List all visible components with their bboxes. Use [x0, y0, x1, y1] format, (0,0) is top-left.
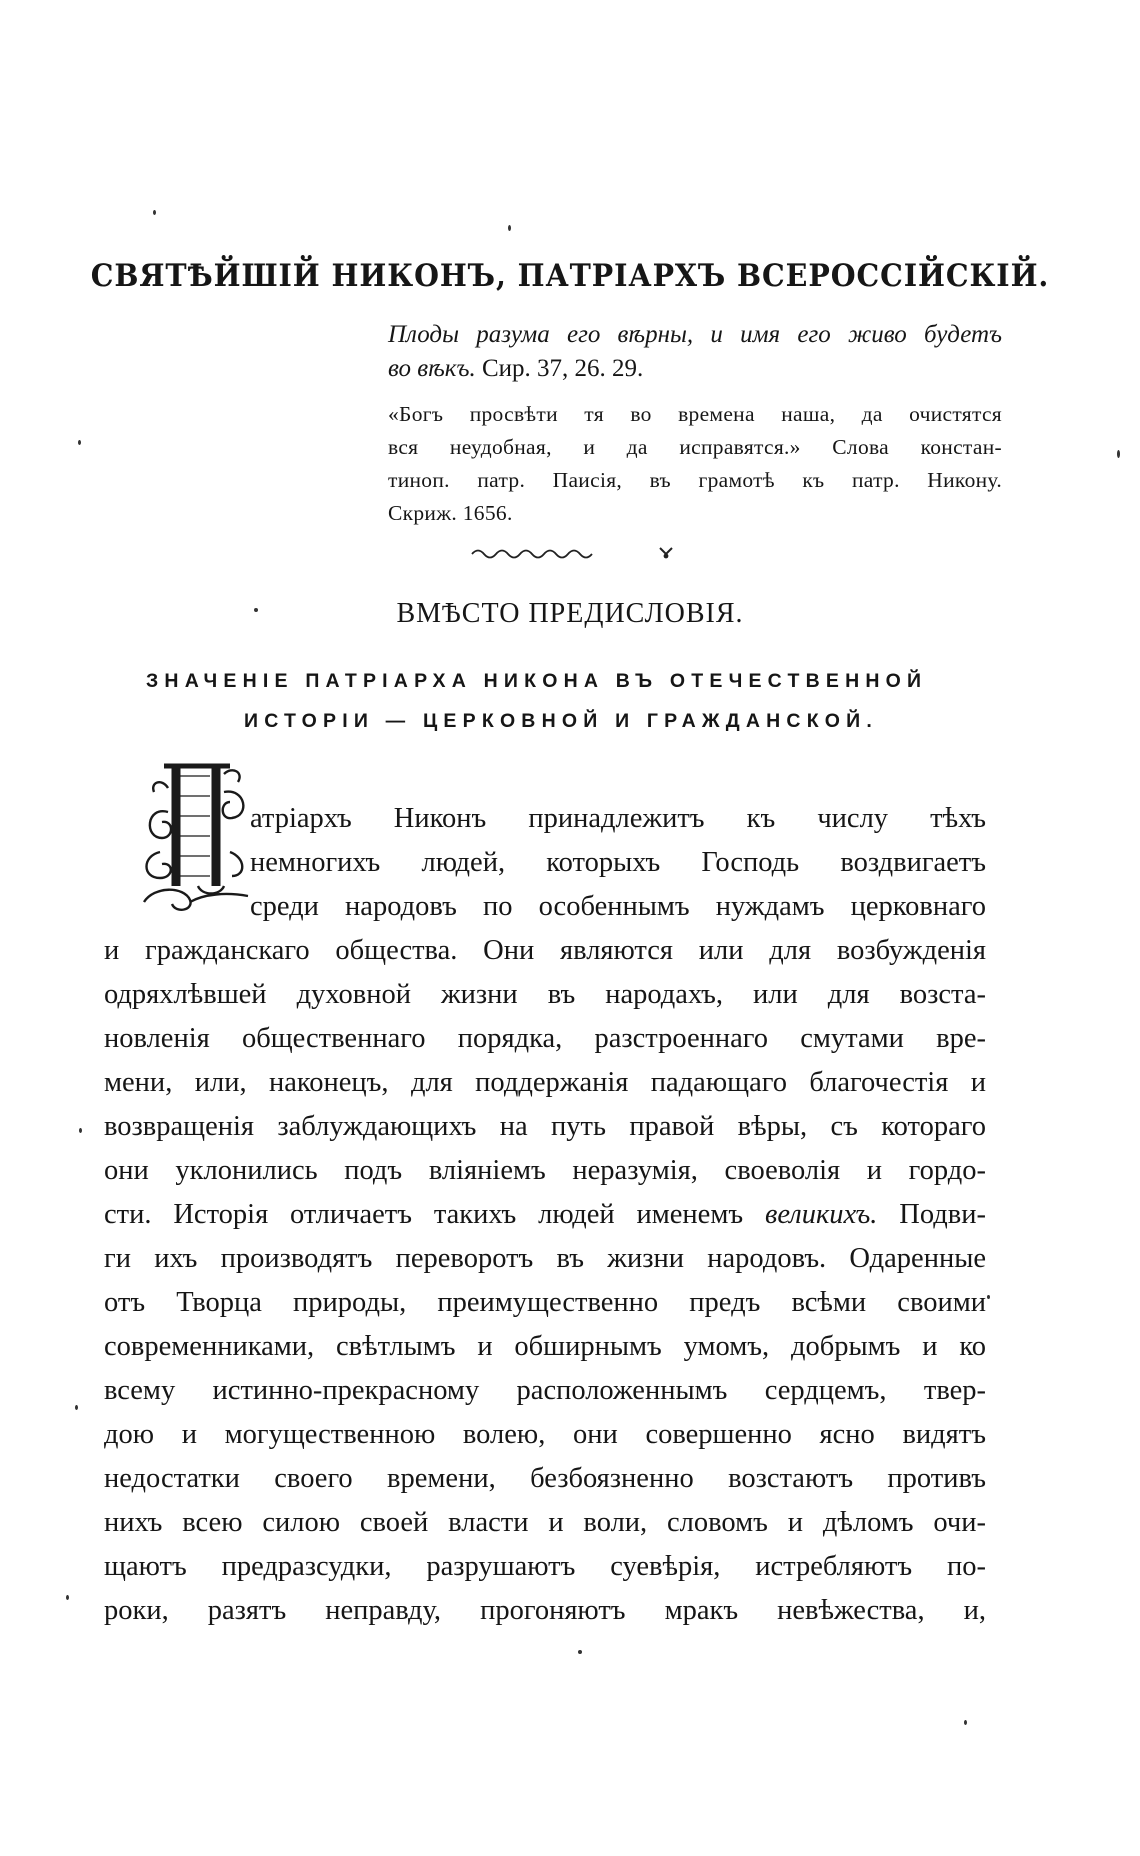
epigraph-paisius-line: тиноп. патр. Паисія, въ грамотѣ къ патр. Никону. — [388, 468, 1002, 492]
body-line: и гражданскаго общества. Они являются или для возбужденія — [104, 935, 986, 966]
subheading-line2: ИСТОРІИ — ЦЕРКОВНОЙ И ГРАЖДАНСКОЙ. — [244, 710, 879, 732]
scan-speck — [78, 440, 81, 445]
epigraph-paisius — [388, 398, 1002, 530]
section-heading: ВМѢСТО ПРЕДИСЛОВІЯ. — [396, 598, 744, 629]
body-line: атріархъ Никонъ принадлежитъ къ числу тѣхъ — [250, 803, 986, 834]
epigraph-quote-line1: Плоды разума его вѣрны, и имя его живо будетъ — [388, 321, 1002, 348]
epigraph-citation: Сир. 37, 26. 29. — [481, 355, 644, 382]
body-line: отъ Творца природы, преимущественно предъ всѣми своими — [104, 1287, 986, 1318]
ornamental-dropcap-icon — [138, 752, 258, 922]
body-line-text: сти. Исторія отличаетъ такихъ людей именемъ — [104, 1199, 744, 1230]
body-line: современниками, свѣтлымъ и обширнымъ умомъ, добрымъ и ко — [104, 1331, 986, 1362]
body-line: щаютъ предразсудки, разрушаютъ суевѣрія, истребляютъ по- — [104, 1551, 986, 1582]
body-line: возвращенія заблуждающихъ на путь правой вѣры, съ котораго — [104, 1111, 986, 1142]
epigraph-quote-line2: во вѣкъ. — [388, 355, 476, 382]
epigraph-scripture — [388, 318, 1002, 386]
svg-text:П: П — [197, 918, 199, 919]
body-line: недостатки своего времени, безбоязненно возстаютъ противъ — [104, 1463, 986, 1494]
subheading-line1: ЗНАЧЕНІЕ ПАТРІАРХА НИКОНА ВЪ ОТЕЧЕСТВЕННОЙ — [146, 670, 928, 692]
scan-speck — [66, 1595, 69, 1600]
body-line-italic: великихъ. — [764, 1199, 878, 1230]
body-line: мени, или, наконецъ, для поддержанія падающаго благочестія и — [104, 1067, 986, 1098]
epigraph-paisius-line: вся неудобная, и да исправятся.» Слова констан- — [388, 435, 1002, 459]
wavy-divider-ornament — [470, 540, 690, 564]
body-line: немногихъ людей, которыхъ Господь воздвигаетъ — [250, 847, 986, 878]
scan-speck — [79, 1128, 82, 1133]
body-line: они уклонились подъ вліяніемъ неразумія, своеволія и гордо- — [104, 1155, 986, 1186]
body-line: роки, разятъ неправду, прогоняютъ мракъ невѣжества, и, — [104, 1595, 986, 1626]
epigraph-paisius-line: «Богъ просвѣти тя во времена наша, да очистятся — [388, 402, 1002, 426]
body-line: среди народовъ по особеннымъ нуждамъ церковнаго — [250, 891, 986, 922]
body-line: всему истинно-прекрасному расположеннымъ сердцемъ, твер- — [104, 1375, 986, 1406]
body-line: нихъ всею силою своей власти и воли, словомъ и дѣломъ очи- — [104, 1507, 986, 1538]
scan-speck — [987, 1295, 990, 1299]
scan-speck — [508, 225, 511, 231]
page-title: СВЯТѢЙШІЙ НИКОНЪ, ПАТРІАРХЪ ВСЕРОССІЙСКІЙ. — [90, 258, 1050, 294]
body-line: ги ихъ производятъ переворотъ въ жизни народовъ. Одаренные — [104, 1243, 986, 1274]
body-line: новленія общественнаго порядка, разстроеннаго смутами вре- — [104, 1023, 986, 1054]
scan-speck — [578, 1650, 582, 1654]
scan-speck — [75, 1405, 78, 1410]
scan-speck — [1117, 450, 1120, 458]
scan-speck — [153, 210, 156, 215]
body-line: одряхлѣвшей духовной жизни въ народахъ, или для возста- — [104, 979, 986, 1010]
scan-speck — [964, 1720, 967, 1725]
body-line — [104, 1193, 986, 1237]
body-line-tail: Подви- — [877, 1199, 986, 1230]
epigraph-paisius-line: Скриж. 1656. — [388, 501, 513, 525]
body-line: дою и могущественною волею, они совершенно ясно видятъ — [104, 1419, 986, 1450]
